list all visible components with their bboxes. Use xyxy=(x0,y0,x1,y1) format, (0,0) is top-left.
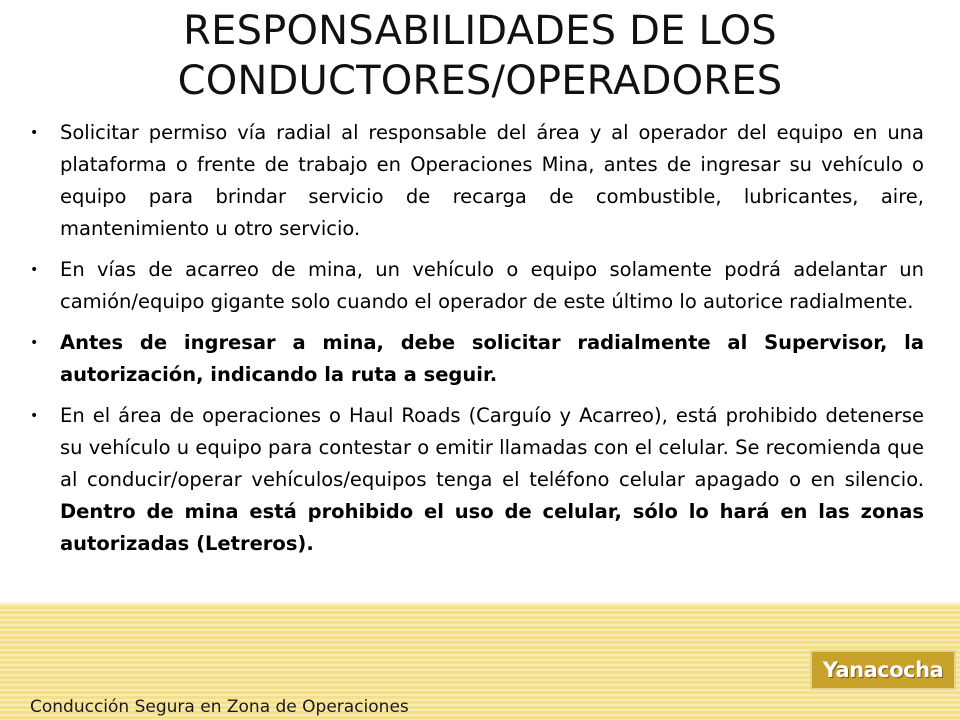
bullet-text-bold: Antes de ingresar a mina, debe solicitar radialmente al Supervisor, la autorización, indicando la ruta a seguir. xyxy=(60,331,924,386)
bullet-item xyxy=(28,327,924,391)
logo-text: Yanacocha xyxy=(822,658,944,682)
slide-title xyxy=(40,6,920,106)
bullet-icon: • xyxy=(30,335,39,351)
bullet-text: Solicitar permiso vía radial al responsable del área y al operador del equipo en una plataforma o frente de trabajo en Operaciones Mina, antes de ingresar su vehículo o equipo para brindar servicio de recarga de combustible, lubricantes, aire, mantenimiento u otro servicio. xyxy=(60,121,924,240)
bullet-icon: • xyxy=(30,125,39,141)
bullet-text-bold: Dentro de mina está prohibido el uso de celular, sólo lo hará en las zonas autorizadas (Letreros). xyxy=(60,500,924,555)
bullet-text: En el área de operaciones o Haul Roads (Carguío y Acarreo), está prohibido detenerse su vehículo u equipo para contestar o emitir llamadas con el celular. Se recomienda que al conducir/operar vehículos/equipos tenga el teléfono celular apagado o en silencio. xyxy=(60,404,924,491)
bullet-item xyxy=(28,400,924,560)
yanacocha-logo xyxy=(810,650,956,690)
bullet-list xyxy=(28,117,924,569)
bullet-item xyxy=(28,117,924,245)
bullet-text: En vías de acarreo de mina, un vehículo o equipo solamente podrá adelantar un camión/equipo gigante solo cuando el operador de este último lo autorice radialmente. xyxy=(60,258,924,313)
bullet-icon: • xyxy=(30,262,39,278)
slide-title-line-1: RESPONSABILIDADES DE LOS xyxy=(183,8,777,54)
bullet-item xyxy=(28,254,924,318)
slide-title-line-2: CONDUCTORES/OPERADORES xyxy=(177,58,783,104)
footer-caption: Conducción Segura en Zona de Operaciones xyxy=(30,697,409,717)
bullet-icon: • xyxy=(30,408,39,424)
